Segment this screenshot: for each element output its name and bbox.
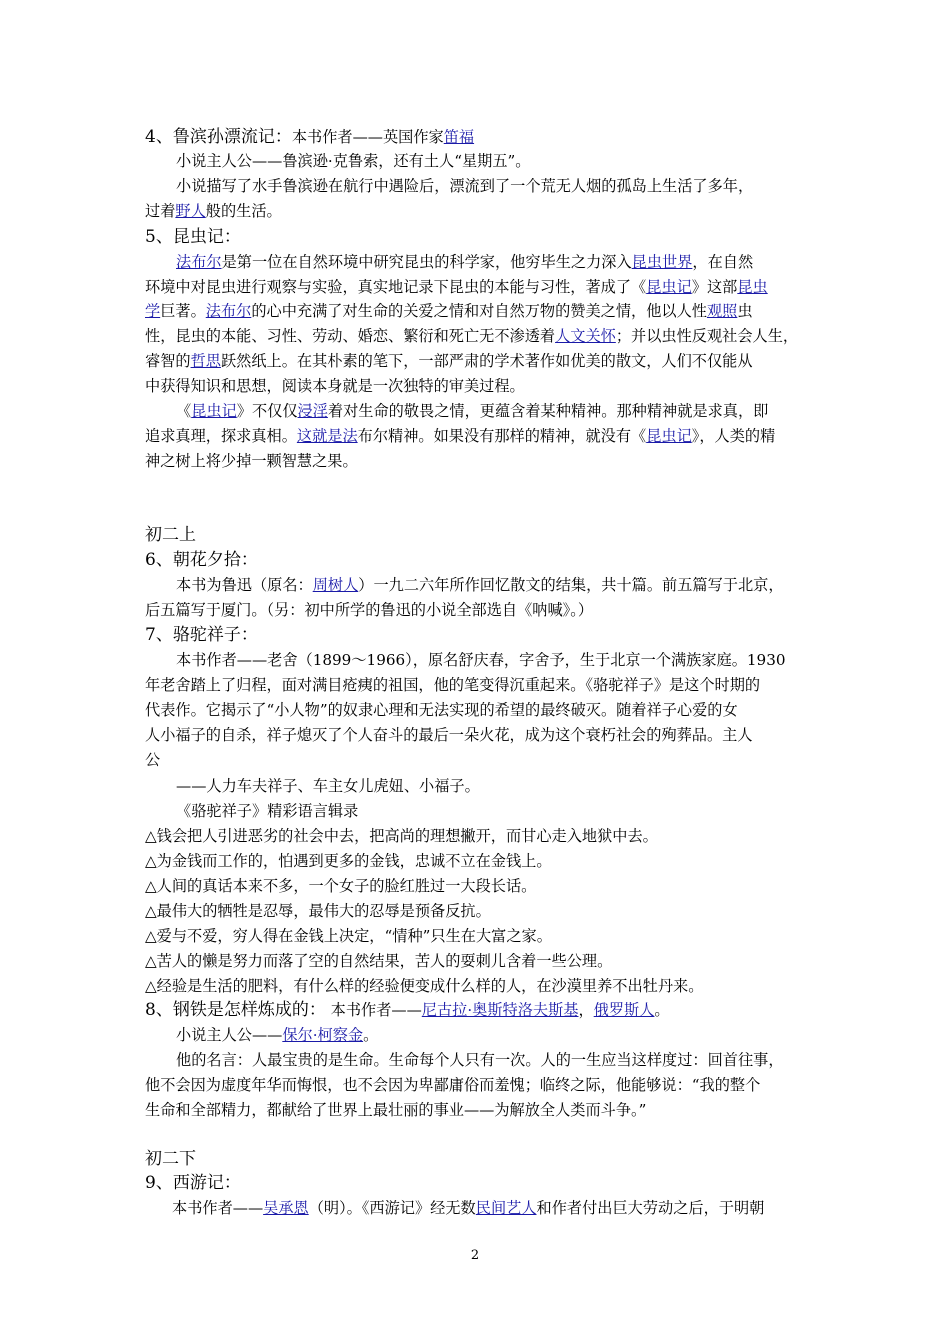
hyperlink[interactable]: 俄罗斯人 — [593, 1001, 655, 1019]
text-run: 7、骆驼祥子： — [145, 625, 258, 645]
hyperlink[interactable]: 保尔·柯察金 — [282, 1026, 364, 1044]
text-line — [172, 1198, 764, 1218]
text-run: 本书为鲁迅（原名： — [176, 576, 313, 594]
text-run: 8、钢铁是怎样炼成的： — [145, 1000, 326, 1020]
text-run: △经验是生活的肥料，有什么样的经验便变成什么样的人，在沙漠里养不出牡丹来。 — [145, 977, 704, 995]
text-run: 《骆驼祥子》精彩语言辑录 — [176, 802, 359, 820]
text-run: 小说描写了水手鲁滨逊在航行中遇险后，漂流到了一个荒无人烟的孤岛上生活了多年， — [176, 177, 754, 195]
text-run: 》这部 — [691, 278, 738, 296]
text-line — [145, 201, 282, 221]
hyperlink[interactable]: 观照 — [706, 302, 738, 320]
text-line — [145, 426, 775, 446]
text-run: 》不仅仅 — [236, 402, 298, 420]
text-run: 虫 — [737, 302, 753, 320]
hyperlink[interactable]: 法布尔 — [176, 253, 222, 271]
text-run: 年老舍踏上了归程，面对满目疮痍的祖国，他的笔变得沉重起来。《骆驼祥子》是这个时期的 — [145, 676, 761, 694]
text-line — [176, 151, 530, 171]
hyperlink[interactable]: 民间艺人 — [475, 1199, 537, 1217]
text-line — [176, 1025, 378, 1045]
text-run: ——人力车夫祥子、车主女儿虎妞、小福子。 — [176, 777, 480, 795]
hyperlink[interactable]: 吴承恩 — [263, 1199, 309, 1217]
text-run: 性，昆虫的本能、习性、劳动、婚恋、繁衍和死亡无不渗透着 — [145, 327, 556, 345]
text-run: 巨著。 — [160, 302, 206, 320]
text-run: ，在自然 — [692, 253, 754, 271]
section-heading — [145, 1148, 196, 1170]
text-run: 布尔精神。如果没有那样的精神，就没有《 — [357, 427, 647, 445]
section-heading — [145, 1172, 241, 1194]
text-line — [145, 376, 525, 396]
text-run: 他的名言：人最宝贵的是生命。生命每个人只有一次。人的一生应当这样度过：回首往事， — [176, 1051, 784, 1069]
text-line — [145, 277, 768, 297]
text-run: 。 — [654, 1001, 670, 1019]
text-line — [145, 951, 612, 971]
text-line — [145, 876, 536, 896]
text-run: 本书作者——老舍（1899～1966），原名舒庆春，字舍予，生于北京一个满族家庭。1930 — [176, 651, 786, 669]
text-run: 跃然纸上。在其朴素的笔下，一部严肃的学术著作如优美的散文，人们不仅能从 — [220, 352, 753, 370]
text-run: △最伟大的牺牲是忍辱，最伟大的忍辱是预备反抗。 — [145, 902, 491, 920]
text-run: 5、昆虫记： — [145, 227, 241, 247]
text-line — [145, 351, 753, 371]
text-run: △为金钱而工作的，怕遇到更多的金钱，忠诚不立在金钱上。 — [145, 852, 552, 870]
page-number: 2 — [470, 1248, 480, 1263]
text-run: 6、朝花夕拾： — [145, 550, 258, 570]
hyperlink[interactable]: 人文关怀 — [555, 327, 616, 345]
text-line — [176, 401, 768, 421]
text-line — [145, 926, 552, 946]
hyperlink[interactable]: 尼古拉·奥斯特洛夫斯基 — [421, 1001, 579, 1019]
text-run: 神之树上将少掉一颗智慧之果。 — [145, 452, 358, 470]
text-run: 和作者付出巨大劳动之后，于明朝 — [536, 1199, 765, 1217]
text-run: 代表作。它揭示了“小人物”的奴隶心理和无法实现的希望的最终破灭。随着祥子心爱的女 — [145, 701, 738, 719]
text-run: 《 — [176, 402, 192, 420]
text-run: △钱会把人引进恶劣的社会中去，把高尚的理想撇开，而甘心走入地狱中去。 — [145, 827, 658, 845]
section-heading — [145, 126, 474, 148]
text-run: 小说主人公——鲁滨逊·克鲁索，还有土人“星期五”。 — [176, 152, 531, 170]
text-run: （明）。《西游记》经无数 — [308, 1199, 476, 1217]
text-run: 追求真理，探求真相。 — [145, 427, 297, 445]
hyperlink[interactable]: 野人 — [175, 202, 206, 220]
hyperlink[interactable]: 浸淫 — [297, 402, 328, 420]
text-run: 人小福子的自杀，祥子熄灭了个人奋斗的最后一朵火花，成为这个衰朽社会的殉葬品。主人 — [145, 726, 753, 744]
hyperlink[interactable]: 昆虫 — [737, 278, 768, 296]
text-run: ）一九二六年所作回忆散文的结集，共十篇。前五篇写于北京， — [358, 576, 784, 594]
hyperlink[interactable]: 昆虫记 — [646, 427, 692, 445]
text-run: 环境中对昆虫进行观察与实验，真实地记录下昆虫的本能与习性，著成了《 — [145, 278, 647, 296]
text-run: 的心中充满了对生命的关爱之情和对自然万物的赞美之情，他以人性 — [251, 302, 707, 320]
text-line — [145, 901, 491, 921]
text-run: 9、西游记： — [145, 1173, 241, 1193]
text-line — [145, 1075, 760, 1095]
text-line — [145, 301, 753, 321]
text-run: 生命和全部精力，都献给了世界上最壮丽的事业——为解放全人类而斗争。” — [145, 1101, 647, 1119]
hyperlink[interactable]: 法布尔 — [205, 302, 252, 320]
text-run: 本书作者—— — [172, 1199, 264, 1217]
hyperlink[interactable]: 学 — [145, 302, 161, 320]
text-run: △苦人的懒是努力而落了空的自然结果，苦人的耍刺儿含着一些公理。 — [145, 952, 613, 970]
text-run: 本书作者—— — [325, 1001, 422, 1019]
section-heading — [145, 624, 258, 646]
text-run: △人间的真话本来不多，一个女子的脸红胜过一大段长话。 — [145, 877, 537, 895]
text-run: ；并以虫性反观社会人生， — [615, 327, 799, 345]
text-line — [176, 650, 786, 670]
text-run: 后五篇写于厦门。（另：初中所学的鲁迅的小说全部选自《呐喊》。） — [145, 601, 594, 619]
text-run: 睿智的 — [145, 352, 191, 370]
hyperlink[interactable]: 哲思 — [190, 352, 221, 370]
hyperlink[interactable]: 昆虫世界 — [631, 253, 693, 271]
text-run: △爱与不爱，穷人得在金钱上决定，“情种”只生在大富之家。 — [145, 927, 552, 945]
text-line — [145, 326, 798, 346]
text-line — [145, 600, 593, 620]
hyperlink[interactable]: 笛福 — [443, 128, 475, 146]
text-run: 初二下 — [145, 1149, 196, 1169]
text-run: 是第一位在自然环境中研究昆虫的科学家，他穷毕生之力深入 — [221, 253, 632, 271]
section-heading — [145, 549, 258, 571]
text-line — [176, 176, 753, 196]
section-heading — [145, 524, 196, 546]
text-run: 过着 — [145, 202, 176, 220]
text-line — [145, 1100, 646, 1120]
hyperlink[interactable]: 周树人 — [312, 576, 359, 594]
text-run: 着对生命的敬畏之情，更蕴含着某种精神。那种精神就是求真，即 — [327, 402, 769, 420]
text-line — [176, 575, 784, 595]
hyperlink[interactable]: 昆虫记 — [646, 278, 692, 296]
text-run: 》，人类的精 — [691, 427, 776, 445]
text-run: 。 — [363, 1026, 379, 1044]
text-run: 般的生活。 — [205, 202, 282, 220]
text-line — [145, 451, 358, 471]
text-line — [176, 776, 480, 796]
text-line — [145, 675, 760, 695]
hyperlink[interactable]: 这就是法 — [296, 427, 358, 445]
text-line — [145, 700, 738, 720]
text-run: 初二上 — [145, 525, 196, 545]
text-run: ， — [578, 1001, 594, 1019]
text-run: 4、鲁滨孙漂流记： — [145, 127, 292, 147]
text-line — [145, 826, 658, 846]
text-run: 小说主人公—— — [176, 1026, 283, 1044]
text-line — [145, 851, 552, 871]
text-run: 中获得知识和思想，阅读本身就是一次独特的审美过程。 — [145, 377, 525, 395]
text-line — [176, 801, 358, 821]
text-line — [176, 252, 753, 272]
text-line — [145, 750, 160, 770]
section-heading — [145, 999, 670, 1021]
text-line — [176, 1050, 784, 1070]
section-heading — [145, 226, 241, 248]
text-line — [145, 976, 703, 996]
text-run: 他不会因为虚度年华而悔恨，也不会因为卑鄙庸俗而羞愧；临终之际，他能够说：“我的整个 — [145, 1076, 761, 1094]
hyperlink[interactable]: 昆虫记 — [191, 402, 237, 420]
text-run: 公 — [145, 751, 161, 769]
text-run: 本书作者——英国作家 — [291, 128, 444, 146]
text-line — [145, 725, 753, 745]
